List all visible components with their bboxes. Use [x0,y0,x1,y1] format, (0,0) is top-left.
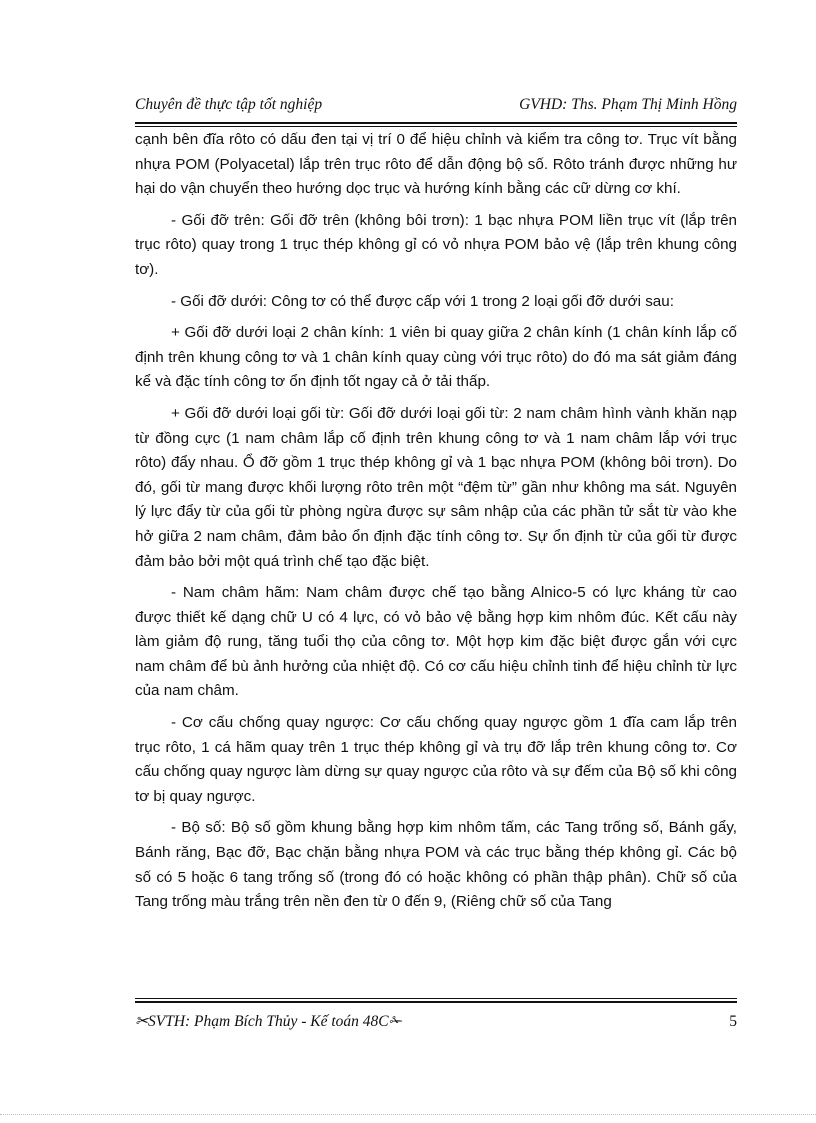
paragraph: - Nam châm hãm: Nam châm được chế tạo bằng Alnico-5 có lực kháng từ cao được thiết kế dạng chữ U có 4 lực, có vỏ bảo vệ bằng hợp kim nhôm đúc. Kết cấu này làm giảm độ rung, tăng tuổi thọ của công tơ. Một hợp kim đặc biệt được gắn với cực nam châm để bù ảnh hưởng của nhiệt độ. Có cơ cấu hiệu chỉnh tinh để hiệu chỉnh từ lực của nam châm. [135,584,737,700]
paragraph: - Gối đỡ trên: Gối đỡ trên (không bôi trơn): 1 bạc nhựa POM liền trục vít (lắp trên trục rôto) quay trong 1 trục thép không gỉ có vỏ nhựa POM bảo vệ (lắp trên khung công tơ). [135,211,737,278]
paragraph: - Cơ cấu chống quay ngược: Cơ cấu chống quay ngược gồm 1 đĩa cam lắp trên trục rôto, 1 cá hãm quay trên 1 trục thép không gỉ và trụ đỡ lắp trên khung công tơ. Cơ cấu chống quay ngược làm dừng sự quay ngược của rôto và sự đếm của Bộ số khi công tơ bị quay ngược. [135,714,737,805]
page-footer [135,1012,737,1031]
paragraph: - Gối đỡ dưới: Công tơ có thể được cấp với 1 trong 2 loại gối đỡ dưới sau: [171,292,674,310]
paragraph: cạnh bên đĩa rôto có dấu đen tại vị trí 0 để hiệu chỉnh và kiểm tra công tơ. Trục vít bằng nhựa POM (Polyacetal) lắp trên trục rôto để dẫn động bộ số. Rôto tránh được những hư hại do vận chuyển theo hướng dọc trục và hướng kính bằng các cữ dừng cơ khí. [135,131,737,198]
footer-rule [135,1001,737,1003]
footer-rule-thin [135,998,737,999]
paragraph: - Bộ số: Bộ số gồm khung bằng hợp kim nhôm tấm, các Tang trống số, Bánh gẩy, Bánh răng, Bạc đỡ, Bạc chặn bằng nhựa POM và các trục bằng thép không gỉ. Các bộ số có 5 hoặc 6 tang trống số (trong đó có hoặc không có phần thập phân). Chữ số của Tang trống màu trắng trên nền đen từ 0 đến 9, (Riêng chữ số của Tang [135,819,737,911]
header-rule-thin [135,126,737,127]
paragraph: + Gối đỡ dưới loại gối từ: Gối đỡ dưới loại gối từ: 2 nam châm hình vành khăn nạp từ đồng cực (1 nam châm lắp cố định trên khung công tơ và 1 nam châm lắp với trục rôto) đẩy nhau. Ổ đỡ gồm 1 trục thép không gỉ và 1 bạc nhựa POM (không bôi trơn). Do đó, gối từ mang được khối lượng rôto trên một “đệm từ” gần như không ma sát. Nguyên lý lực đẩy từ của gối từ phòng ngừa được sự sâm nhập của các phần tử sắt từ vào khe hở giữa 2 nam châm, đảm bảo ổn định đặc tính công tơ. Sự ổn định từ của gối từ được đảm bảo bởi một quá trình chế tạo đặc biệt. [135,404,737,570]
page-bottom-divider [0,1114,816,1115]
paragraph: + Gối đỡ dưới loại 2 chân kính: 1 viên bi quay giữa 2 chân kính (1 chân kính lắp cố định trên khung công tơ và 1 chân kính quay cùng với trục rôto) do đó ma sát giảm đáng kể và đặc tính công tơ ổn định tốt ngay cả ở tải thấp. [135,324,737,391]
page-header [135,96,737,114]
footer-student: ✂SVTH: Phạm Bích Thủy - Kế toán 48C✁ [135,1013,402,1030]
header-rule [135,122,737,124]
header-course-title: Chuyên đề thực tập tốt nghiệp [135,96,323,113]
page-number: 5 [729,1013,737,1030]
header-supervisor: GVHD: Ths. Phạm Thị Minh Hồng [519,96,737,113]
body-text [135,128,737,922]
